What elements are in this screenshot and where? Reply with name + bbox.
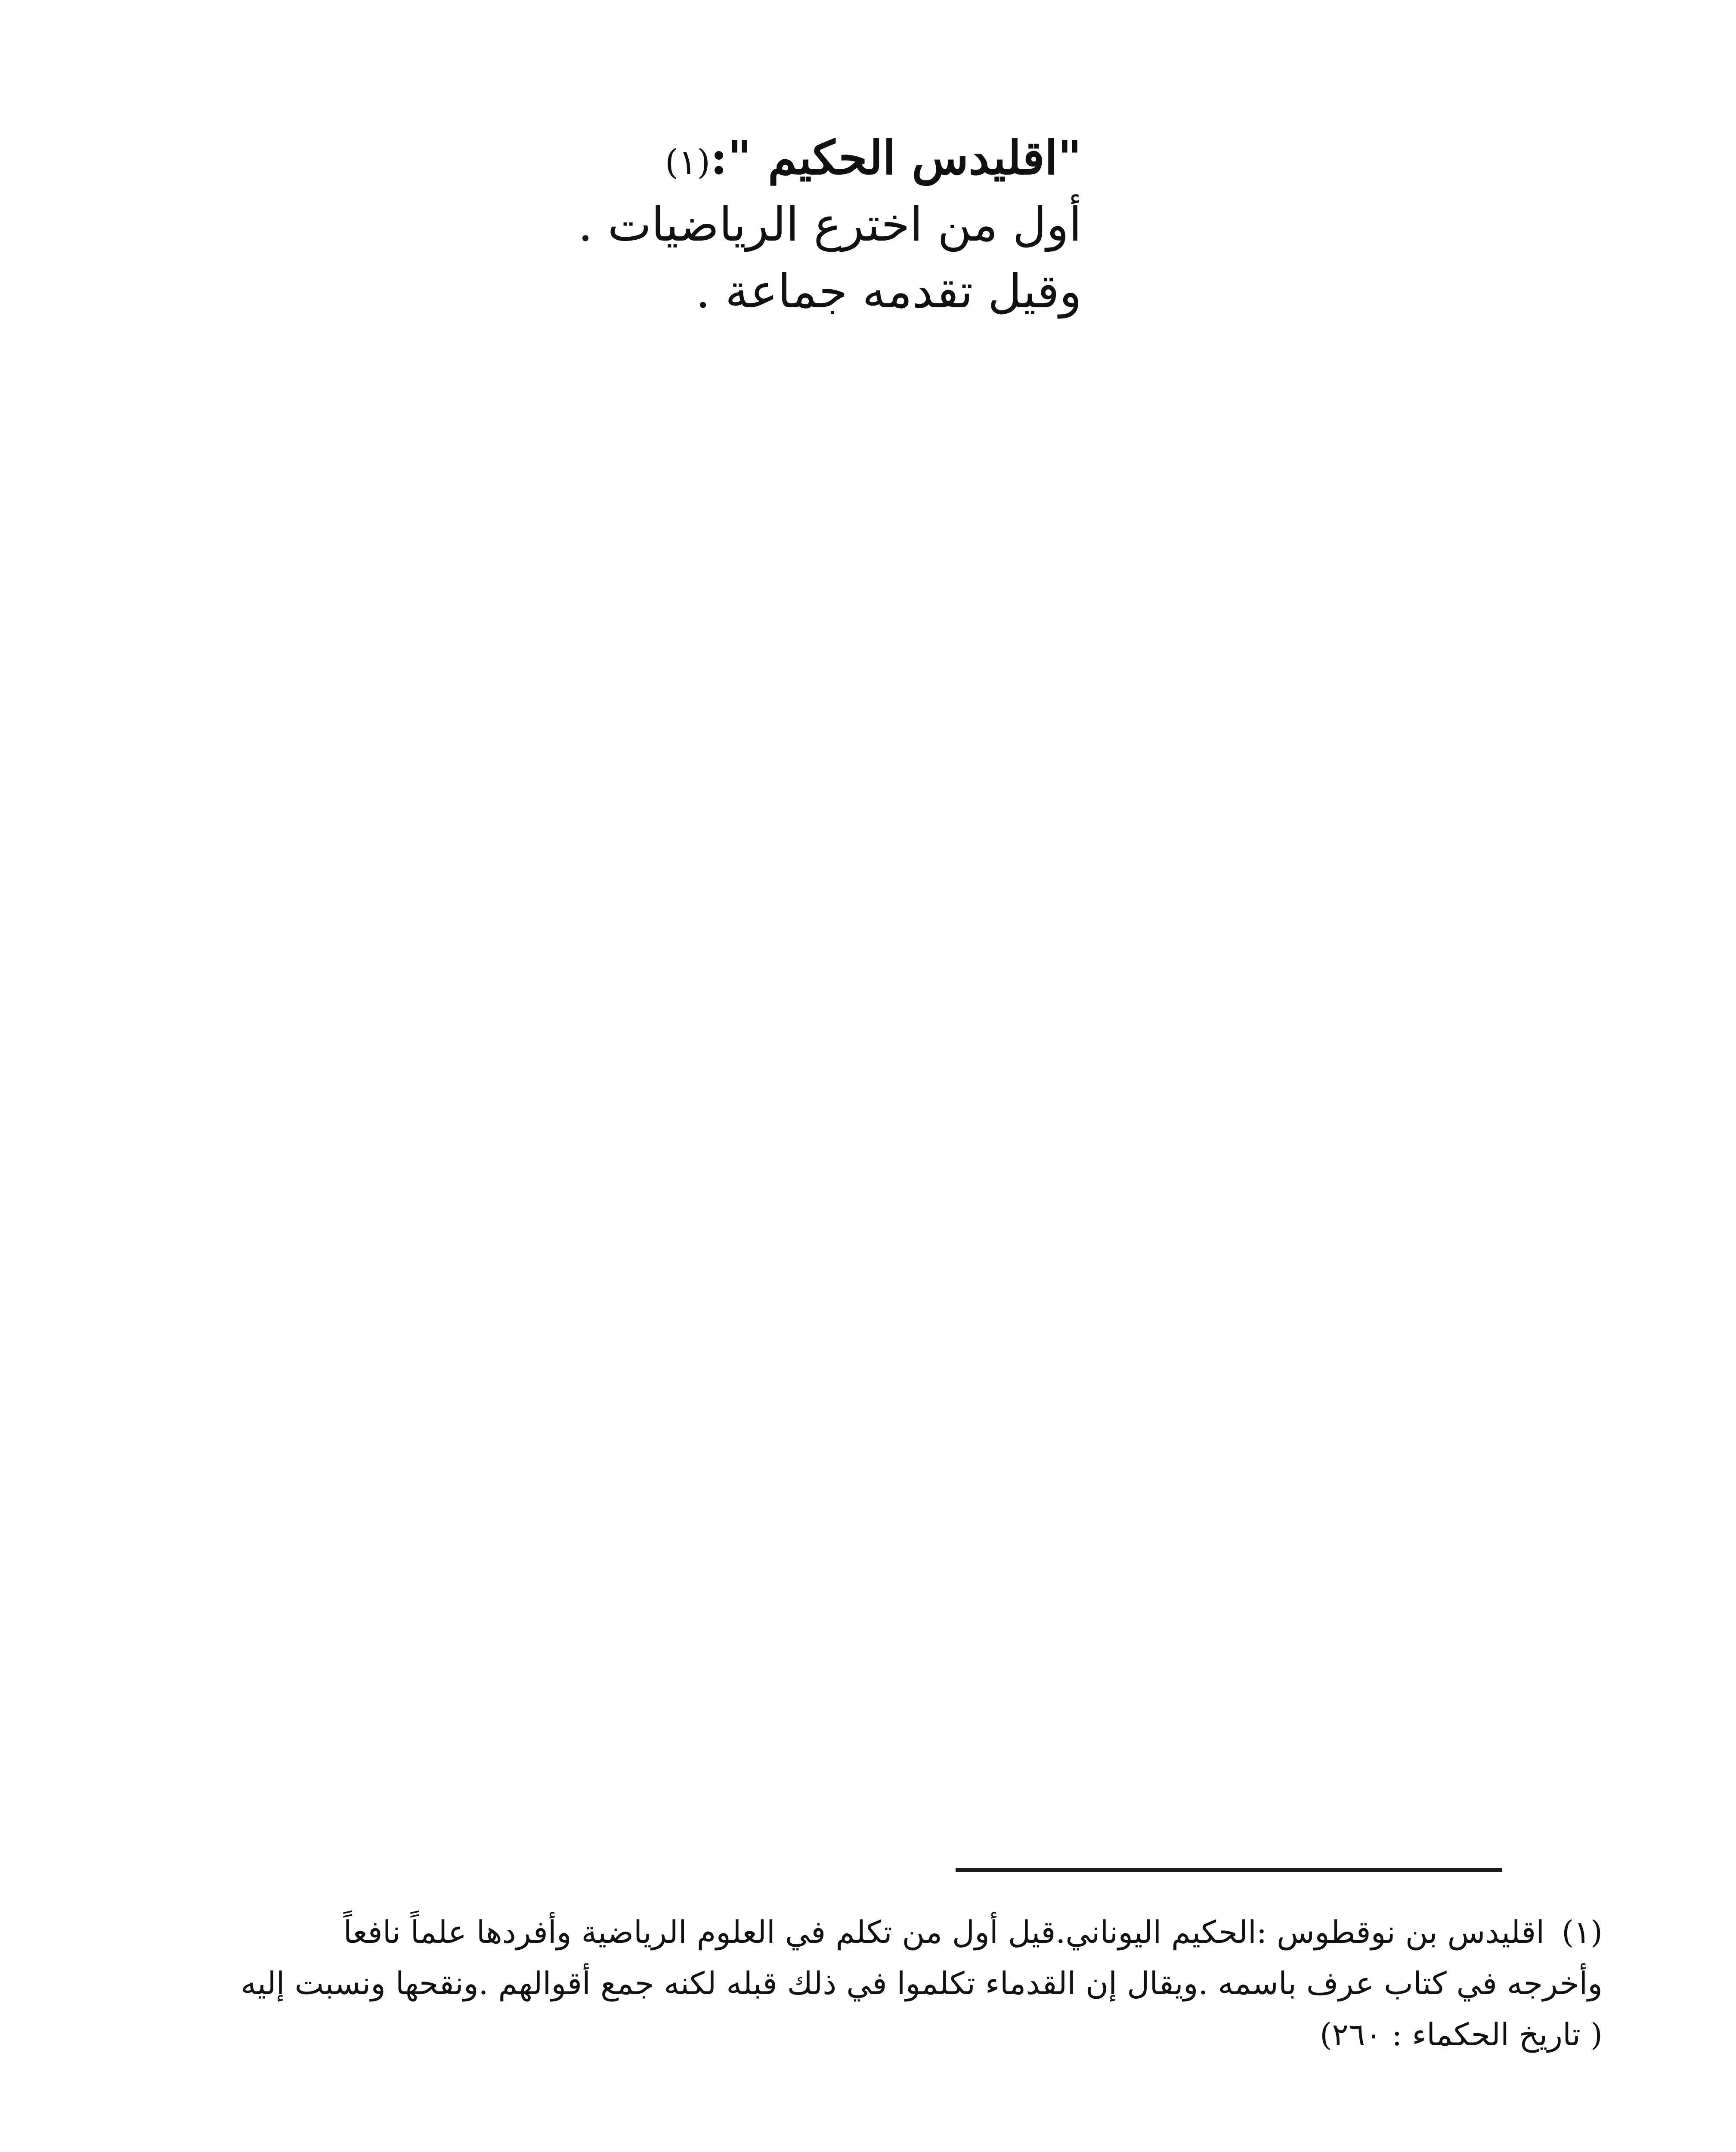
footnote-line-3: ( تاريخ الحكماء : ٢٦٠) — [1320, 2016, 1603, 2053]
footnote-separator-rule — [956, 1868, 1502, 1872]
footnote-line-1 — [126, 1907, 1603, 1958]
entry-line-1: أول من اخترع الرياضيات . — [578, 198, 1082, 252]
footnote-line-2: وأخرجه في كتاب عرف باسمه .ويقال إن القدماء تكلموا في ذلك قبله لكنه جمع أقوالهم .ونقحها ونسبت إليه — [241, 1965, 1603, 2001]
entry-title — [393, 129, 1082, 187]
entry-line-2: وقيل تقدمه جماعة . — [695, 265, 1082, 318]
footnote-block — [126, 1907, 1603, 2060]
footnote-text-1: اقليدس بن نوقطوس :الحكيم اليوناني.قيل أول من تكلم في العلوم الرياضية وأفردها علماً نافعاً — [343, 1914, 1545, 1950]
entry-block — [393, 129, 1082, 321]
entry-title-text: "اقليدس الحكيم ": — [710, 131, 1082, 185]
footnote-number: (١) — [1562, 1914, 1603, 1950]
footnote-reference-mark: (١) — [665, 142, 711, 182]
